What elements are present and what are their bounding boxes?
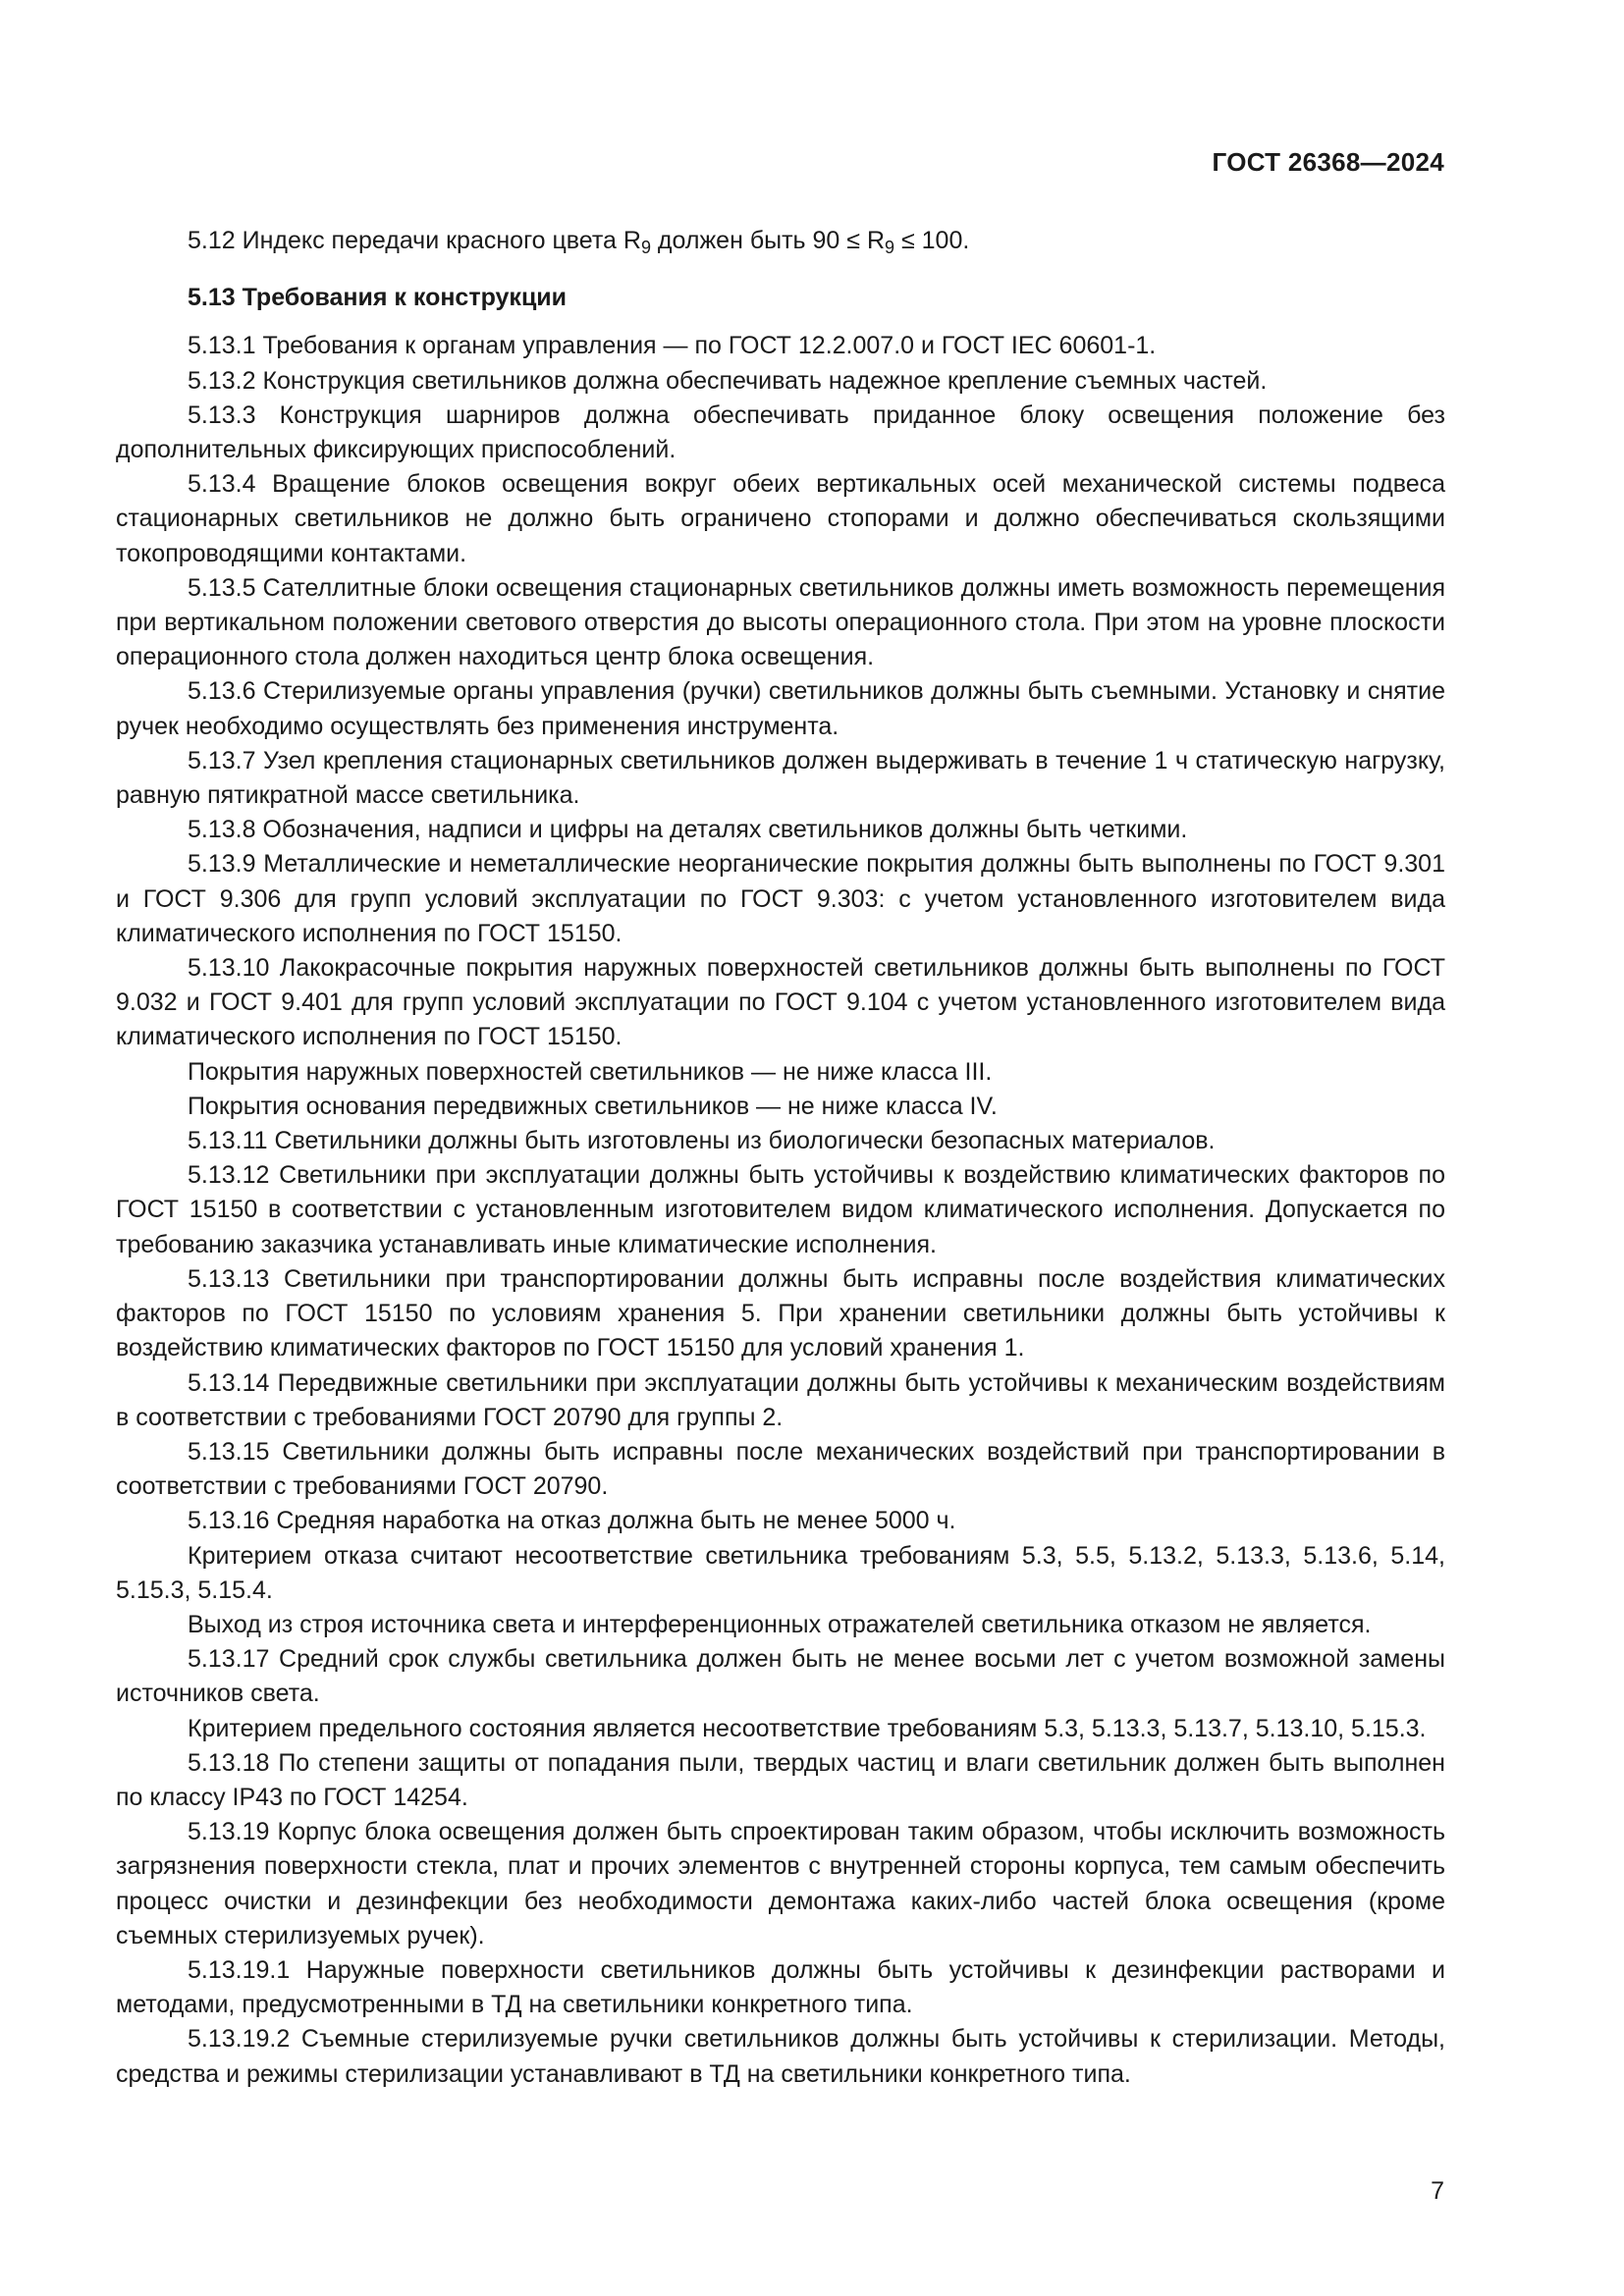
paragraph-5-13-6: 5.13.6 Стерилизуемые органы управления (ручки) светильников должны быть съемными. Установку и снятие ручек необходимо осуществлять без применения инструмента. bbox=[116, 677, 1445, 740]
paragraph-5-13-11: 5.13.11 Светильники должны быть изготовлены из биологически безопасных материалов. bbox=[188, 1127, 1216, 1155]
paragraph-coatings-outer: Покрытия наружных поверхностей светильников — не ниже класса III. bbox=[188, 1057, 993, 1086]
paragraph-5-13-7: 5.13.7 Узел крепления стационарных светильников должен выдерживать в течение 1 ч статическую нагрузку, равную пятикратной массе светильника. bbox=[116, 746, 1445, 810]
paragraph-5-13-13: 5.13.13 Светильники при транспортировании должны быть исправны после воздействия климатических факторов по ГОСТ 15150 по условиям хранения 5. При хранении светильники должны быть устойчивы к воздействию климатических факторов по ГОСТ 15150 для условий хранения 1. bbox=[116, 1264, 1445, 1362]
paragraph-limit-state-criterion: Критерием предельного состояния является несоответствие требованиям 5.3, 5.13.3, 5.13.7, 5.13.10, 5.15.3. bbox=[188, 1714, 1427, 1742]
paragraph-5-13-8: 5.13.8 Обозначения, надписи и цифры на деталях светильников должны быть четкими. bbox=[188, 816, 1188, 844]
paragraph-5-13-19-2: 5.13.19.2 Съемные стерилизуемые ручки светильников должны быть устойчивы к стерилизации. Методы, средства и режимы стерилизации устанавливают в ТД на светильники конкретного типа. bbox=[116, 2025, 1445, 2088]
paragraph-5-13-4: 5.13.4 Вращение блоков освещения вокруг обеих вертикальных осей механической системы подвеса стационарных светильников не должно быть ограничено стопорами и должно обеспечиваться скользящими токопроводящими контактами. bbox=[116, 470, 1445, 567]
paragraph-failure-criterion: Критерием отказа считают несоответствие светильника требованиям 5.3, 5.5, 5.13.2, 5.13.3, 5.13.6, 5.14, 5.15.3, 5.15.4. bbox=[116, 1541, 1445, 1604]
paragraph-5-13-5: 5.13.5 Сателлитные блоки освещения стационарных светильников должны иметь возможность перемещения при вертикальном положении светового отверстия до высоты операционного стола. При этом на уровне плоскости операционного стола должен находиться центр блока освещения. bbox=[116, 573, 1445, 671]
section-title: 5.13 Требования к конструкции bbox=[188, 284, 568, 312]
paragraph-5-13-19: 5.13.19 Корпус блока освещения должен быть спроектирован таким образом, чтобы исключить возможность загрязнения поверхности стекла, плат и прочих элементов с внутренней стороны корпуса, тем самым обеспечить процесс очистки и дезинфекции без необходимости демонтажа каких-либо частей блока освещения (кроме съемных стерилизуемых ручек). bbox=[116, 1818, 1445, 1949]
paragraph-coatings-base: Покрытия основания передвижных светильников — не ниже класса IV. bbox=[188, 1092, 998, 1120]
paragraph-failure-exclusion: Выход из строя источника света и интерференционных отражателей светильника отказом не является. bbox=[188, 1610, 1372, 1638]
paragraph-5-13-17: 5.13.17 Средний срок службы светильника должен быть не менее восьми лет с учетом возможной замены источников света. bbox=[116, 1645, 1445, 1708]
paragraph-5-13-9: 5.13.9 Металлические и неметаллические неорганические покрытия должны быть выполнены по ГОСТ 9.301 и ГОСТ 9.306 для групп условий эксплуатации по ГОСТ 9.303: с учетом установленного изготовителем вида климатического исполнения по ГОСТ 15150. bbox=[116, 850, 1445, 947]
paragraph-5-13-12: 5.13.12 Светильники при эксплуатации должны быть устойчивы к воздействию климатических факторов по ГОСТ 15150 в соответствии с установленным изготовителем видом климатического исполнения. Допускается по требованию заказчика устанавливать иные климатические исполнения. bbox=[116, 1161, 1445, 1258]
paragraph-5-13-10: 5.13.10 Лакокрасочные покрытия наружных поверхностей светильников должны быть выполнены по ГОСТ 9.032 и ГОСТ 9.401 для групп условий эксплуатации по ГОСТ 9.104 с учетом установленного изготовителем вида климатического исполнения по ГОСТ 15150. bbox=[116, 954, 1445, 1051]
document-body bbox=[116, 224, 1445, 2092]
paragraph-5-13-14: 5.13.14 Передвижные светильники при эксплуатации должны быть устойчивы к механическим воздействиям в соответствии с требованиями ГОСТ 20790 для группы 2. bbox=[116, 1368, 1445, 1431]
paragraph-5-13-1: 5.13.1 Требования к органам управления — по ГОСТ 12.2.007.0 и ГОСТ IEC 60601-1. bbox=[188, 332, 1157, 360]
paragraph-5-13-19-1: 5.13.19.1 Наружные поверхности светильников должны быть устойчивы к дезинфекции растворами и методами, предусмотренными в ТД на светильники конкретного типа. bbox=[116, 1955, 1445, 2019]
paragraph-5-13-15: 5.13.15 Светильники должны быть исправны после механических воздействий при транспортировании в соответствии с требованиями ГОСТ 20790. bbox=[116, 1437, 1445, 1501]
paragraph-5-12: 5.12 Индекс передачи красного цвета $R_9$ должен быть $90 \le R_9 \le 100$. bbox=[188, 227, 970, 257]
paragraph-5-13-2: 5.13.2 Конструкция светильников должна обеспечивать надежное крепление съемных частей. bbox=[188, 366, 1268, 395]
paragraph-5-13-16: 5.13.16 Средняя наработка на отказ должна быть не менее 5000 ч. bbox=[188, 1507, 956, 1535]
paragraph-5-13-18: 5.13.18 По степени защиты от попадания пыли, твердых частиц и влаги светильник должен быть выполнен по классу IP43 по ГОСТ 14254. bbox=[116, 1748, 1445, 1811]
document-header: ГОСТ 26368—2024 bbox=[1212, 147, 1444, 177]
page-number: 7 bbox=[1431, 2177, 1444, 2205]
paragraph-5-13-3: 5.13.3 Конструкция шарниров должна обеспечивать приданное блоку освещения положение без дополнительных фиксирующих приспособлений. bbox=[116, 400, 1445, 464]
